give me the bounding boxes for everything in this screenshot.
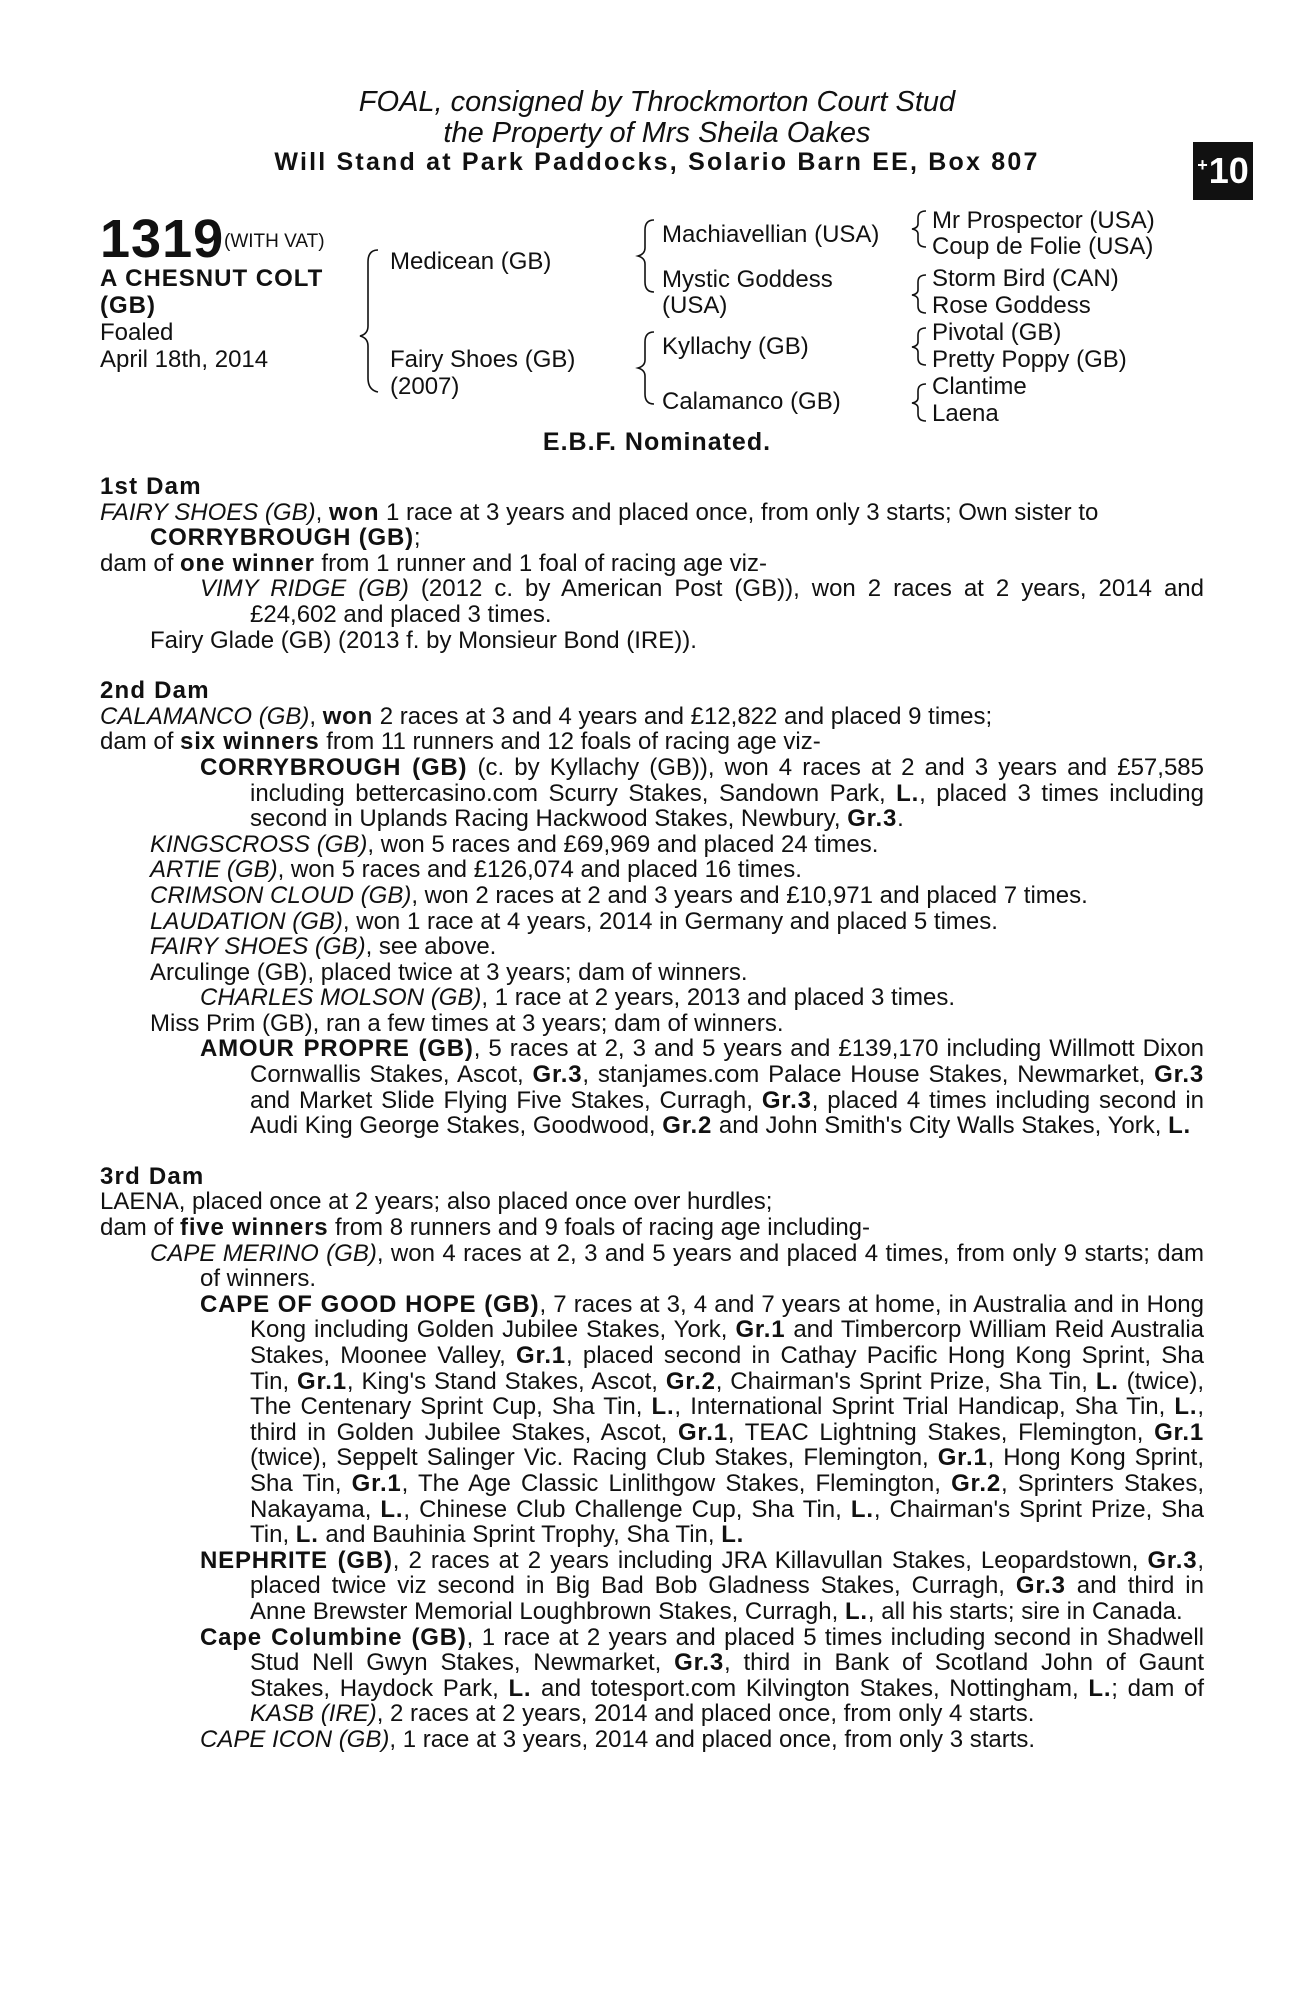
third-dam-line: LAENA, placed once at 2 years; also placed once over hurdles; [100,1188,773,1216]
produce-kingscross: KINGSCROSS (GB), won 5 races and £69,969 and placed 24 times. [150,830,879,858]
badge-number: 10 [1208,150,1249,191]
lot-vat: (WITH VAT) [224,231,325,252]
produce-miss-prim: Miss Prim (GB), ran a few times at 3 years; dam of winners. [150,1009,784,1037]
lot-description-origin: (GB) [100,292,156,319]
pedigree-sds: Storm Bird (CAN) [932,265,1119,292]
produce-crimson-cloud: CRIMSON CLOUD (GB), won 2 races at 2 and 3 years and £10,971 and placed 7 times. [150,881,1088,909]
third-dam-produce-line: dam of five winners from 8 runners and 9 foals of racing age including- [100,1214,871,1242]
pedigree-notes [100,474,1204,1753]
brace-ss [912,211,926,247]
pedigree-ddd: Laena [932,400,999,427]
pedigree-sire-dam: Mystic Goddess [662,266,833,293]
header-consignor: FOAL, consigned by Throckmorton Court Stud [358,86,956,118]
brace-ds [912,328,926,365]
produce-laudation: LAUDATION (GB), won 1 race at 4 years, 2014 in Germany and placed 5 times. [150,907,998,935]
brace-dd [912,384,926,421]
foaled-date: April 18th, 2014 [100,346,269,373]
produce-cape-merino: CAPE MERINO (GB), won 4 races at 2, 3 and 5 years and placed 4 times, from only 9 starts; dam of winners. [150,1239,1204,1293]
third-dam-heading: 3rd Dam [100,1162,205,1190]
pedigree-dds: Clantime [932,373,1027,400]
pedigree-sss: Mr Prospector (USA) [932,207,1155,234]
second-dam-line: CALAMANCO (GB), won 2 races at 3 and 4 years and £12,822 and placed 9 times; [100,702,993,730]
first-dam-heading: 1st Dam [100,473,202,500]
pedigree-dam-sire: Kyllachy (GB) [662,333,809,360]
second-dam-heading: 2nd Dam [100,677,210,705]
ebf-nominated: E.B.F. Nominated. [542,428,772,456]
pedigree-ssd: Coup de Folie (USA) [932,233,1154,260]
pedigree-dss: Pivotal (GB) [932,319,1062,346]
second-dam-produce-line: dam of six winners from 11 runners and 12 foals of racing age viz- [100,728,821,756]
first-dam-line: FAIRY SHOES (GB), won 1 race at 3 years and placed once, from only 3 starts; Own sister to [100,498,1099,526]
pedigree-dam-year: (2007) [390,373,460,400]
pedigree-dam: Fairy Shoes (GB) [390,346,576,373]
foal-fairy-glade: Fairy Glade (GB) (2013 f. by Monsieur Bond (IRE)). [150,626,697,654]
foaled-label: Foaled [100,319,174,346]
pedigree-sire-sire: Machiavellian (USA) [662,221,880,248]
first-dam-produce-line: dam of one winner from 1 runner and 1 foal of racing age viz- [100,549,767,577]
produce-amour-propre: AMOUR PROPRE (GB), 5 races at 2, 3 and 5 years and £139,170 including Willmott Dixon Cornwallis Stakes, Ascot, Gr.3, stanjames.com Palace House Stakes, Newmarket, Gr.3 and Market Slide Flying Five Stakes, Curragh, Gr.3, placed 4 times including second in Audi King George Stakes, Goodwood, Gr.2 and John Smith's City Walls Stakes, York, L. [200,1035,1205,1140]
brace-sire-dam [360,250,378,392]
pedigree-dam-dam: Calamanco (GB) [662,388,841,415]
produce-cape-of-good-hope: CAPE OF GOOD HOPE (GB), 7 races at 3, 4 and 7 years at home, in Australia and in Hong Kong including Golden Jubilee Stakes, York, Gr.1 and Timbercorp William Reid Australia Stakes, Moonee Valley, Gr.1, placed second in Cathay Pacific Hong Kong Sprint, Sha Tin, Gr.1, King's Stand Stakes, Ascot, Gr.2, Chairman's Sprint Prize, Sha Tin, L. (twice), The Centenary Sprint Cup, Sha Tin, L., International Sprint Trial Handicap, Sha Tin, L., third in Golden Jubilee Stakes, Ascot, Gr.1, TEAC Lightning Stakes, Flemington, Gr.1 (twice), Seppelt Salinger Vic. Racing Club Stakes, Flemington, Gr.1, Hong Kong Sprint, Sha Tin, Gr.1, The Age Classic Linlithgow Stakes, Flemington, Gr.2, Sprinters Stakes, Nakayama, L., Chinese Club Challenge Cup, Sha Tin, L., Chairman's Sprint Prize, Sha Tin, L. and Bauhinia Sprint Trophy, Sha Tin, L. [200,1290,1205,1549]
pedigree-sire: Medicean (GB) [390,248,552,275]
lot-description: A CHESNUT COLT [100,265,324,292]
produce-charles-molson: CHARLES MOLSON (GB), 1 race at 2 years, 2013 and placed 3 times. [200,984,956,1012]
badge-plus: + [1197,154,1208,175]
pedigree-sdd: Rose Goddess [932,292,1091,319]
header-location: Will Stand at Park Paddocks, Solario Barn EE, Box 807 [274,148,1040,176]
brace-sd [912,275,926,313]
lot-number: 1319 [100,209,225,269]
brace-sire [638,220,654,292]
produce-nephrite: NEPHRITE (GB), 2 races at 2 years including JRA Killavullan Stakes, Leopardstown, Gr.3, placed twice viz second in Big Bad Bob Gladness Stakes, Curragh, Gr.3 and third in Anne Brewster Memorial Loughbrown Stakes, Curragh, L., all his starts; sire in Canada. [200,1546,1205,1625]
brace-dam [638,332,654,404]
produce-fairy-shoes: FAIRY SHOES (GB), see above. [150,933,497,961]
first-dam-sister-line: CORRYBROUGH (GB); [150,524,421,552]
header-property: the Property of Mrs Sheila Oakes [443,117,871,149]
produce-corrybrough: CORRYBROUGH (GB) (c. by Kyllachy (GB)), won 4 races at 2 and 3 years and £57,585 including bettercasino.com Scurry Stakes, Sandown Park, L., placed 3 times including second in Uplands Racing Hackwood Stakes, Newbury, Gr.3. [200,753,1205,833]
foal-vimy-ridge: VIMY RIDGE (GB) (2012 c. by American Post (GB)), won 2 races at 2 years, 2014 and £24,602 and placed 3 times. [200,575,1204,628]
produce-artie: ARTIE (GB), won 5 races and £126,074 and placed 16 times. [150,856,802,884]
pedigree-sire-dam-origin: (USA) [662,292,728,319]
produce-cape-columbine: Cape Columbine (GB), 1 race at 2 years and placed 5 times including second in Shadwell Stud Nell Gwyn Stakes, Newmarket, Gr.3, third in Bank of Scotland John of Gaunt Stakes, Haydock Park, L. and totesport.com Kilvington Stakes, Nottingham, L.; dam of KASB (IRE), 2 races at 2 years, 2014 and placed once, from only 4 starts. [200,1623,1205,1728]
produce-arculinge: Arculinge (GB), placed twice at 3 years; dam of winners. [150,958,748,986]
pedigree-dsd: Pretty Poppy (GB) [932,346,1127,373]
produce-cape-icon: CAPE ICON (GB), 1 race at 3 years, 2014 and placed once, from only 3 starts. [200,1725,1036,1753]
